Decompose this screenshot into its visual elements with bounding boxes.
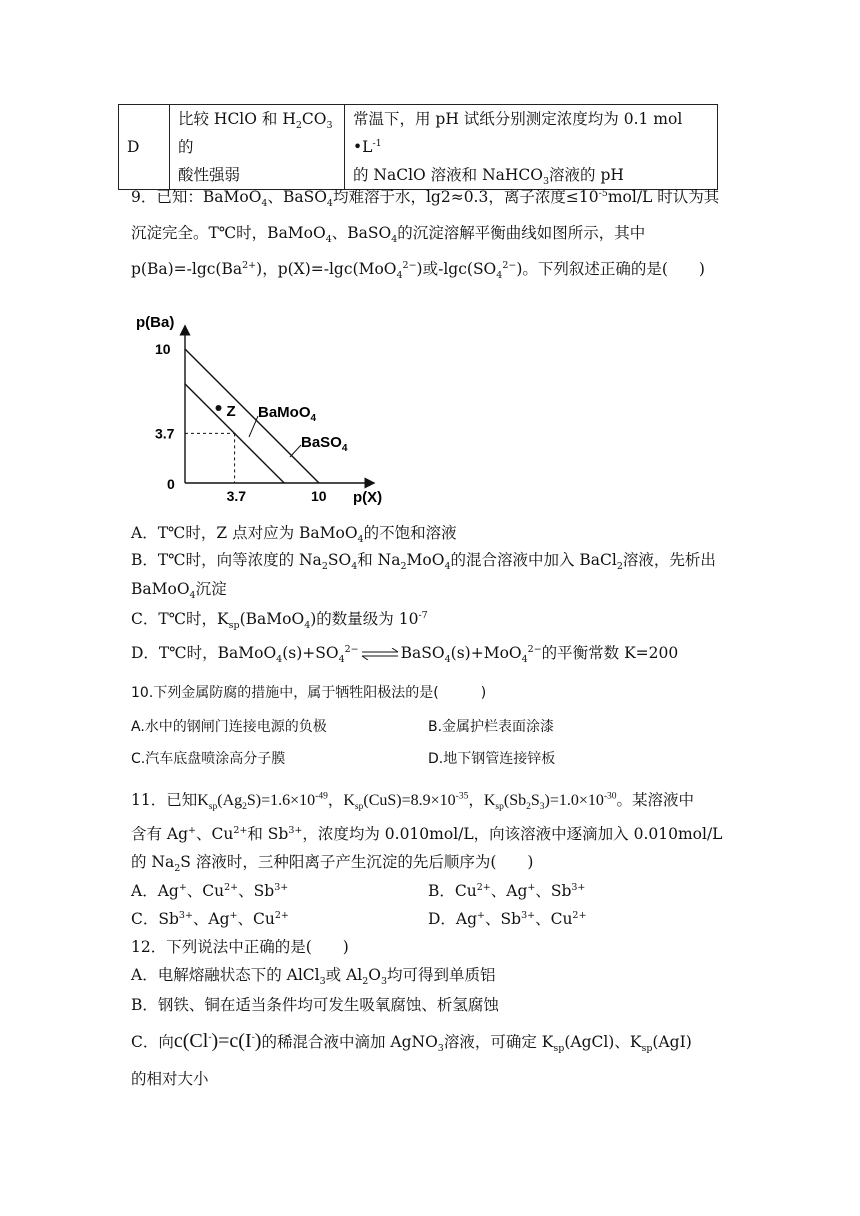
text: 、Sb [535, 882, 572, 900]
subscript: 4 [261, 198, 268, 210]
table-cell-operation [345, 105, 718, 190]
text: 或 Al [325, 966, 363, 984]
subscript: 2 [526, 802, 531, 813]
superscript: 2+ [572, 909, 587, 921]
subscript: 4 [357, 534, 364, 546]
superscript: 3+ [571, 881, 586, 893]
q12-option-c-cont: 的相对大小 [131, 1070, 209, 1088]
text: 。某溶液中 [616, 791, 695, 809]
cell-line [353, 161, 709, 189]
text: p(Ba)=-lgc(Ba [131, 260, 243, 278]
q11-option-a [131, 880, 288, 902]
x-tick-label: 0 [167, 476, 175, 492]
text: 、Cu [196, 825, 234, 843]
text: (CuS)=8.9×10 [363, 792, 456, 809]
superscript: 2− [502, 259, 517, 271]
subscript: 3 [326, 120, 333, 132]
x-tick-label: 10 [311, 488, 327, 504]
cell-text: 的 [178, 138, 194, 156]
q9-option-b [131, 549, 716, 571]
text: 和 Na [357, 551, 401, 569]
text: C．T℃时，K [131, 610, 229, 628]
table-cell-purpose [170, 105, 345, 190]
subscript: 2 [174, 863, 181, 875]
text: D．Ag [428, 910, 478, 928]
superscript: -5 [598, 187, 608, 199]
q10-option-c: C.汽车底盘喷涂高分子膜 [131, 751, 286, 767]
text: 、Cu [535, 910, 573, 928]
y-axis-label: p(Ba) [136, 314, 175, 331]
q11-option-b [428, 880, 585, 902]
x-axis-label: p(X) [353, 489, 383, 505]
cell-line: 酸性强弱 [178, 166, 241, 184]
text: 的混合溶液中加入 BaCl [450, 551, 617, 569]
superscript: -1 [372, 137, 382, 149]
cell-text: 常温下，用 pH 试纸分别测定浓度均为 0.1 mol •L [353, 110, 683, 156]
text: 9．已知：BaMoO [131, 188, 262, 206]
text: 、Cu [237, 910, 275, 928]
cell-line [353, 105, 709, 161]
text: 均可得到单质铝 [387, 966, 496, 984]
table-cell-label [119, 105, 170, 190]
q9-option-d [131, 642, 678, 664]
subscript: 4 [521, 654, 528, 666]
text: 溶液，先析出 [622, 551, 716, 569]
text: A．T℃时，Z 点对应为 BaMoO [131, 524, 358, 542]
text: O [368, 966, 381, 984]
ksp-sb2s3 [483, 791, 617, 813]
q11-stem-line2 [131, 823, 722, 845]
superscript: + [477, 909, 486, 921]
superscript: 3+ [288, 824, 303, 836]
cell-text: 比较 HClO 和 H [178, 110, 296, 128]
q12-option-c [131, 1030, 692, 1053]
subscript: 4 [444, 654, 451, 666]
cell-text: CO [301, 110, 327, 128]
series-label-leader [290, 445, 301, 457]
q9-option-c [131, 608, 428, 630]
text: BaMoO [131, 580, 190, 598]
text: ， [468, 791, 484, 809]
superscript: 2− [344, 643, 359, 655]
text: S)=1.6×10 [246, 792, 316, 809]
subscript: 2 [362, 976, 369, 988]
superscript: 2+ [233, 824, 248, 836]
equilibrium-arrow-icon [360, 648, 400, 660]
text: 、Sb [485, 910, 522, 928]
text: BaSO [400, 644, 445, 662]
q11-stem-line1 [131, 789, 694, 812]
text: B．Cu [428, 882, 477, 900]
subscript: sp [228, 620, 240, 632]
superscript: 2+ [476, 881, 491, 893]
q12-stem: 12．下列说法中正确的是( ) [131, 938, 349, 956]
subscript: 3 [539, 802, 545, 813]
superscript: 2+ [274, 909, 289, 921]
text: 的稀混合液中滴加 AgNO [261, 1033, 438, 1051]
text: 均难溶于水，lg2≈0.3，离子浓度≤10 [332, 188, 599, 206]
subscript: sp [495, 802, 504, 813]
text: 的 Na [131, 853, 175, 871]
text: S 溶液时，三种阳离子产生沉淀的先后顺序为( ) [180, 853, 534, 871]
text: 、Cu [186, 882, 225, 900]
subscript: 4 [496, 270, 503, 282]
subscript: 4 [276, 654, 283, 666]
text: ， [327, 791, 344, 809]
q9-stem-line1 [131, 186, 719, 208]
text: )的数量级为 10 [310, 610, 419, 628]
text: 、BaSO [331, 224, 392, 242]
text: 11．已知 [131, 791, 198, 809]
subscript: 4 [396, 270, 403, 282]
subscript: 4 [325, 234, 332, 246]
text: ，浓度均为 0.010mol/L，向该溶液中逐滴加入 0.010mol/L [302, 825, 723, 843]
subscript: 3 [319, 976, 326, 988]
cell-line [178, 105, 336, 161]
q11-option-d [428, 908, 586, 930]
text: (s)+SO [282, 644, 339, 662]
text: )=1.0×10 [544, 792, 604, 809]
ksp-ag2s [197, 791, 328, 813]
subscript: 4 [444, 561, 451, 573]
q11-stem-line3 [131, 851, 533, 873]
text: (AgCl)、K [564, 1033, 642, 1051]
concentration-formula [174, 1030, 262, 1052]
subscript: sp [641, 1043, 653, 1055]
subscript: sp [354, 802, 364, 813]
point-z-label: Z [226, 402, 236, 420]
text: K [343, 792, 355, 809]
superscript: + [178, 881, 187, 893]
text: 溶液，可确定 K [443, 1033, 554, 1051]
subscript: 2 [616, 561, 623, 573]
subscript: sp [208, 802, 218, 813]
text: 含有 Ag [131, 825, 189, 843]
subscript: 4 [326, 198, 333, 210]
subscript: 4 [189, 590, 196, 602]
superscript: -49 [315, 791, 328, 802]
q10-stem: 10.下列金属防腐的措施中，属于牺牲阳极法的是( ) [131, 685, 487, 701]
text: mol/L 时认为其 [607, 188, 720, 206]
solubility-chart [130, 305, 390, 505]
superscript: 2− [402, 259, 417, 271]
text: )。下列叙述正确的是( ) [516, 260, 705, 278]
subscript: sp [553, 1043, 565, 1055]
text: SO [327, 551, 352, 569]
text: (AgI) [652, 1033, 692, 1051]
text: 、Ag [490, 882, 528, 900]
subscript: 2 [321, 561, 328, 573]
y-tick-label: 10 [155, 341, 171, 357]
x-tick-label: 3.7 [226, 488, 247, 504]
text: c(Cl [173, 1030, 209, 1052]
subscript: 4 [338, 654, 345, 666]
text: )，p(X)=-lgc(MoO [256, 260, 397, 278]
text: K [197, 792, 209, 809]
subscript: 2 [295, 120, 302, 132]
superscript: 2− [527, 643, 542, 655]
text: 、Ag [192, 910, 230, 928]
ksp-cus [343, 791, 469, 813]
text: 的沉淀溶解平衡曲线如图所示，其中 [397, 224, 646, 242]
superscript: - [208, 1032, 212, 1043]
series-label-subscript: 4 [341, 443, 348, 454]
text: 沉淀 [195, 580, 227, 598]
text: C．Sb [131, 910, 179, 928]
text: )=c(I [211, 1030, 252, 1052]
text: 、BaSO [267, 188, 327, 206]
text: 的不饱和溶液 [363, 524, 457, 542]
text: D．T℃时，BaMoO [131, 644, 277, 662]
q9-option-b-cont [131, 578, 227, 600]
text: (Ag [217, 792, 243, 809]
q10-option-d: D.地下钢管连接锌板 [428, 751, 556, 767]
text: )或-lgc(SO [416, 260, 497, 278]
table-row [119, 105, 718, 190]
superscript: 2+ [242, 259, 257, 271]
q10-option-b: B.金属护栏表面涂漆 [428, 719, 555, 735]
text: ) [254, 1030, 262, 1052]
text: C．向 [131, 1033, 174, 1051]
q9-stem-line3 [131, 258, 705, 280]
text: K [483, 792, 496, 809]
superscript: -30 [603, 791, 617, 802]
series-label-leader [249, 416, 258, 437]
cell-text: 溶液的 pH [549, 166, 624, 184]
text: B．T℃时，向等浓度的 Na [131, 551, 322, 569]
text: 、Sb [238, 882, 275, 900]
text: (BaMoO [239, 610, 305, 628]
superscript: -7 [418, 609, 428, 621]
point-z [216, 405, 222, 411]
subscript: 3 [543, 176, 550, 188]
cell-text: D [127, 138, 140, 156]
q10-option-a: A.水中的钢闸门连接电源的负极 [131, 719, 327, 735]
text: 沉淀完全。T℃时，BaMoO [131, 224, 326, 242]
superscript: 3+ [178, 909, 193, 921]
superscript: + [229, 909, 238, 921]
subscript: 4 [351, 561, 358, 573]
q12-option-a [131, 964, 496, 986]
series-label-subscript: 4 [310, 413, 317, 424]
q11-option-c [131, 908, 289, 930]
series-label: BaSO$_4$ [301, 434, 348, 454]
cell-text: 的 NaClO 溶液和 NaHCO [353, 166, 543, 184]
subscript: 4 [391, 234, 398, 246]
superscript: - [251, 1032, 255, 1043]
text: (s)+MoO [450, 644, 522, 662]
subscript: 2 [242, 802, 247, 813]
option-table [118, 104, 718, 190]
superscript: -35 [455, 791, 469, 802]
text: A．电解熔融状态下的 AlCl [131, 966, 320, 984]
q12-option-b: B．钢铁、铜在适当条件均可发生吸氧腐蚀、析氢腐蚀 [131, 996, 499, 1014]
y-tick-label: 3.7 [155, 425, 175, 442]
text: 和 Sb [247, 825, 289, 843]
text: A．Ag [131, 882, 179, 900]
q9-stem-line2 [131, 222, 645, 244]
series-label: BaMoO$_4$ [258, 404, 317, 424]
subscript: 3 [380, 976, 388, 988]
superscript: + [527, 881, 536, 893]
text: 的平衡常数 K=200 [541, 644, 679, 662]
subscript: 2 [400, 561, 407, 573]
superscript: + [188, 824, 197, 836]
superscript: 3+ [521, 909, 536, 921]
text: S [530, 792, 540, 809]
subscript: 4 [304, 620, 311, 632]
q9-option-a [131, 522, 457, 544]
text: MoO [406, 551, 445, 569]
subscript: 3 [437, 1043, 444, 1055]
superscript: 3+ [274, 881, 289, 893]
text: (Sb [503, 792, 527, 809]
superscript: 2+ [224, 881, 239, 893]
